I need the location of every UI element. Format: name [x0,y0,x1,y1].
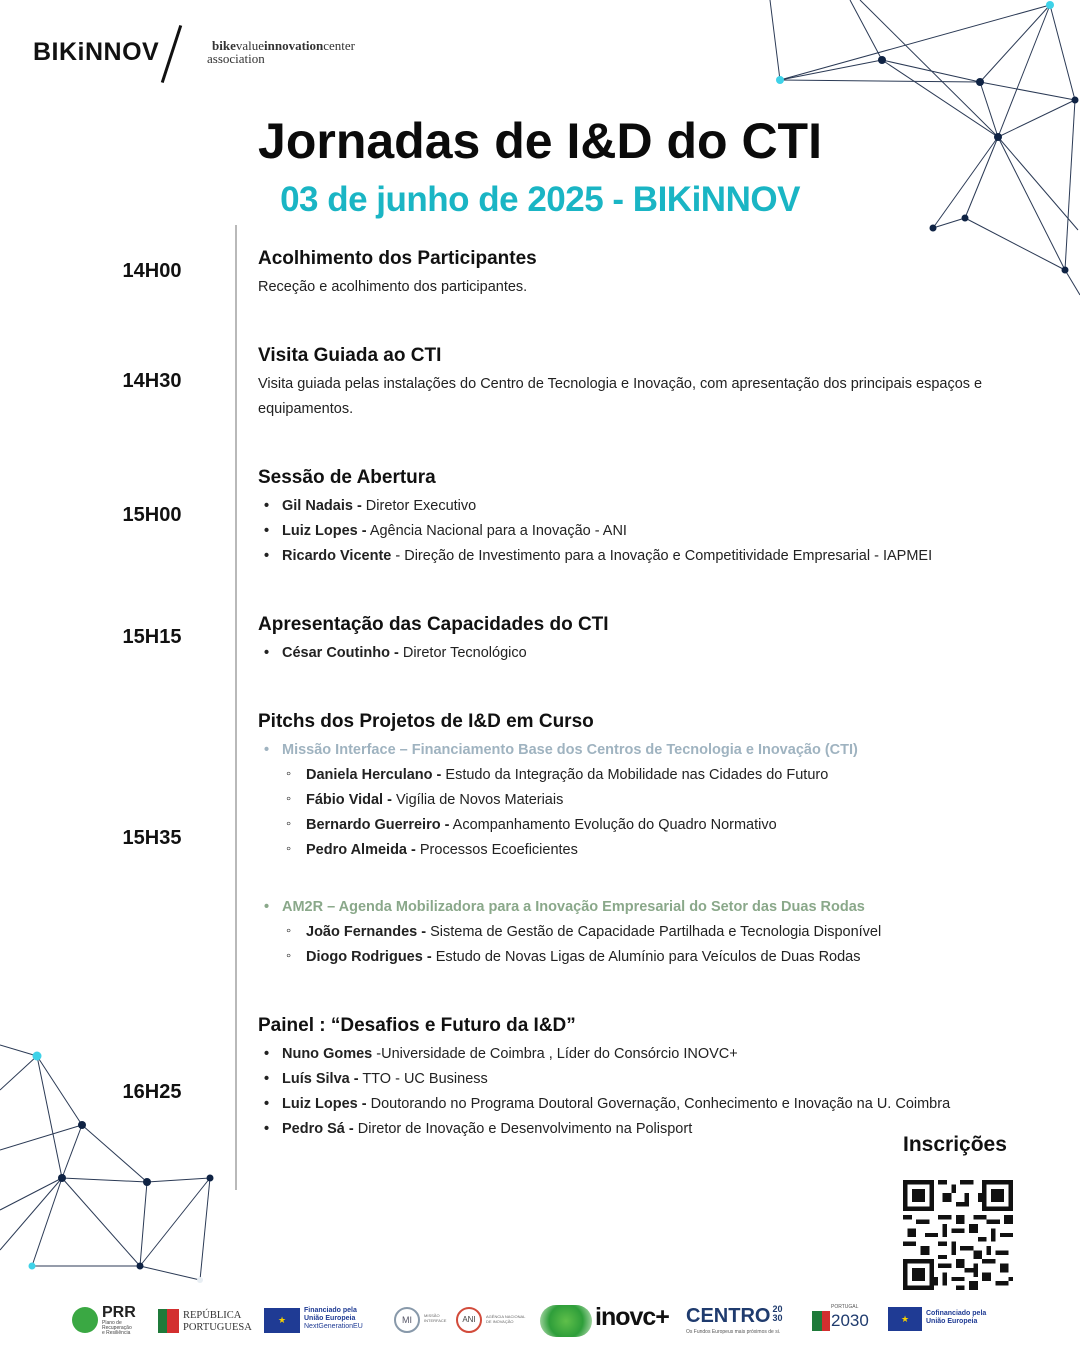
time-slot: 14H30 [122,370,182,392]
list-item [282,1096,950,1112]
ani-logo [456,1305,536,1337]
registration-heading: Inscrições [903,1133,1007,1156]
speaker-name: Daniela Herculano - [306,767,442,783]
list-item [282,523,627,539]
speaker-name: João Fernandes - [306,924,427,940]
list-item [282,645,527,661]
list-item [282,1071,488,1087]
list-item [282,1121,692,1137]
speaker-name: Luís Silva - [282,1071,359,1087]
speaker-role: Sistema de Gestão de Capacidade Partilhada e Tecnologia Disponível [426,924,882,940]
speaker-role: Estudo de Novas Ligas de Alumínio para Veículos de Duas Rodas [431,949,861,965]
prr-emblem [72,1307,98,1333]
project-title: • Missão Interface – Financiamento Base dos Centros de Tecnologia e Inovação (CTI) [282,742,858,758]
pt2030-small-text: PORTUGAL [831,1304,859,1310]
speaker-role: Doutorando no Programa Doutoral Governação, Conhecimento e Inovação na U. Coimbra [366,1096,951,1112]
mi-text-line1: MISSÃO [424,1313,440,1318]
centro-year-top: 20 [772,1304,783,1314]
speaker-role: Agência Nacional para a Inovação - ANI [366,523,627,539]
section-title: Visita Guiada ao CTI [258,345,442,366]
centro-text [686,1305,782,1328]
pt-flag-red [167,1309,179,1333]
logo-tagline-bike: bike [212,38,236,53]
portuguesa-text: PORTUGUESA [183,1322,252,1333]
time-slot: 14H00 [122,260,182,282]
list-item [306,817,777,833]
eu-nextgen-line1: Financiado pela [304,1307,357,1314]
republica-text: REPÚBLICA [183,1310,242,1321]
page-title: Jornadas de I&D do CTI [258,113,822,169]
mi-text [424,1313,446,1323]
bikinnov-logo: BIKiNNOV [33,38,160,66]
speaker-name: César Coutinho - [282,645,399,661]
list-item [306,949,861,965]
portugal2030-logo [812,1305,882,1337]
logo-tagline-value: value [235,38,264,53]
speaker-name: Fábio Vidal - [306,792,392,808]
eu-nextgen-line2: União Europeia [304,1315,356,1322]
pt2030-red [822,1311,830,1331]
speaker-name: Gil Nadais - [282,498,362,514]
republica-portuguesa-text [183,1310,252,1334]
list-item [282,548,932,564]
section-title: Acolhimento dos Participantes [258,248,537,269]
speaker-role: Diretor Executivo [361,498,477,514]
inovc-dots-icon [540,1305,592,1337]
section-title: Sessão de Abertura [258,467,436,488]
section-description: Visita guiada pelas instalações do Centro de Tecnologia e Inovação, com apresentação dos principais espaços e equipamentos. [258,376,983,417]
eu-flag-icon: ★ [888,1307,922,1331]
ani-text-line1: AGÊNCIA NACIONAL [486,1314,526,1319]
mi-text-line2: INTERFACE [424,1318,447,1323]
speaker-role: TTO - UC Business [358,1071,488,1087]
speaker-role: Diretor Tecnológico [398,645,527,661]
network-decoration-bottom [0,1030,230,1290]
section-title: Pitchs dos Projetos de I&D em Curso [258,711,594,732]
republica-portuguesa-logo [158,1305,258,1337]
speaker-name: Ricardo Vicente [282,548,392,564]
prr-subtitle-line2: e Resiliência [102,1330,131,1336]
ani-text-line2: DE INOVAÇÃO [486,1319,514,1324]
speaker-name: Pedro Sá - [282,1121,354,1137]
logo-tagline-innovation: innovation [264,38,324,53]
speaker-role: - Direção de Investimento para a Inovação e Competitividade Empresarial - IAPMEI [391,548,933,564]
speaker-name: Luiz Lopes - [282,523,367,539]
speaker-role: Diretor de Inovação e Desenvolvimento na Polisport [353,1121,693,1137]
list-item [282,1046,738,1062]
eu-nextgen-line3: NextGenerationEU [304,1323,363,1330]
time-slot: 15H35 [122,827,182,849]
centro-year-bottom: 30 [772,1313,783,1323]
centro-word: CENTRO [686,1305,771,1327]
inovc-text: inovc+ [595,1303,669,1331]
section-title: Painel : “Desafios e Futuro da I&D” [258,1015,576,1036]
speaker-role: Processos Ecoeficientes [415,842,578,858]
speaker-role: -Universidade de Coimbra , Líder do Consórcio INOVC+ [372,1046,738,1062]
time-slot: 15H15 [122,626,182,648]
timeline-divider [235,225,237,1190]
speaker-role: Acompanhamento Evolução do Quadro Normativo [449,817,777,833]
mi-emblem: MI [394,1307,420,1333]
eu-flag-icon: ★ [264,1308,300,1333]
eu-cofinanced-line2: União Europeia [926,1318,978,1325]
project-title: • AM2R – Agenda Mobilizadora para a Inovação Empresarial do Setor das Duas Rodas [282,899,865,915]
list-item [306,792,563,808]
eu-nextgen-logo [264,1305,374,1337]
list-item [306,842,578,858]
speaker-name: Bernardo Guerreiro - [306,817,450,833]
centro2030-logo [686,1305,806,1337]
pt2030-green [812,1311,822,1331]
inovc-logo [540,1305,670,1337]
logo-association: association [207,51,265,66]
prr-label: PRR [102,1304,136,1321]
list-item [282,498,476,514]
eu-cofinanced-line1: Cofinanciado pela [926,1310,987,1317]
registration-qr-code[interactable] [903,1180,1013,1290]
list-item [306,924,881,940]
pt2030-text: 2030 [831,1311,869,1330]
list-item [306,767,828,783]
speaker-role: Vigília de Novos Materiais [391,792,564,808]
centro-subtitle: Os Fundos Europeus mais próximos de si. [686,1329,781,1335]
logo-divider [161,25,182,83]
event-date: 03 de junho de 2025 - BIKiNNOV [280,180,800,219]
ani-emblem: ANI [456,1307,482,1333]
missao-interface-logo [394,1305,452,1337]
time-slot: 16H25 [122,1081,182,1103]
prr-logo [72,1305,152,1337]
eu-cofinanced-text [926,1310,986,1326]
speaker-role: Estudo da Integração da Mobilidade nas Cidades do Futuro [441,767,829,783]
prr-subtitle-line1: Plano de Recuperação [102,1320,132,1331]
logo-tagline-center: center [323,38,356,53]
section-description: Receção e acolhimento dos participantes. [258,279,528,295]
ani-text [486,1314,525,1324]
section-title: Apresentação das Capacidades do CTI [258,614,609,635]
eu-cofinanced-logo [888,1305,998,1337]
speaker-name: Pedro Almeida - [306,842,416,858]
speaker-name: Nuno Gomes [282,1046,373,1062]
eu-nextgen-text [304,1307,363,1331]
speaker-name: Diogo Rodrigues - [306,949,432,965]
prr-subtitle [102,1321,152,1336]
centro-year [772,1305,782,1323]
speaker-name: Luiz Lopes - [282,1096,367,1112]
pt-flag-green [158,1309,167,1333]
time-slot: 15H00 [122,504,182,526]
